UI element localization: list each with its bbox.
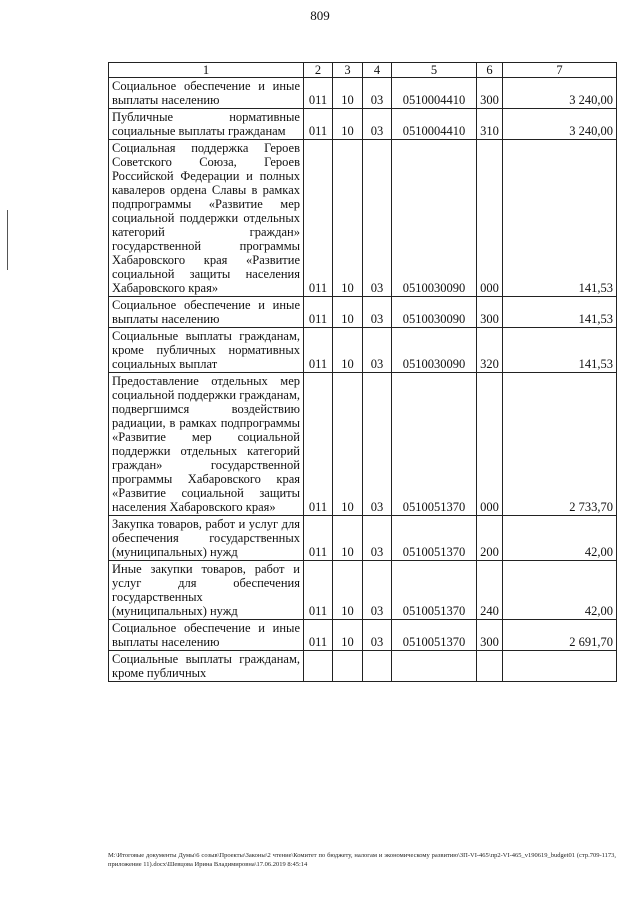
row-amount: 2 733,70 [503,373,617,516]
table-row [109,78,617,109]
row-type: 300 [477,297,503,328]
row-ministry: 011 [304,373,333,516]
row-amount [503,651,617,682]
row-section: 10 [333,516,363,561]
row-target: 0510004410 [392,78,477,109]
table-row [109,651,617,682]
row-target: 0510030090 [392,297,477,328]
row-ministry: 011 [304,297,333,328]
row-name: Предоставление отдельных мер социальной поддержки гражданам, подвергшимся воздействию радиации, в рамках подпрограммы «Развитие мер социальной поддержки отдельных категорий граждан» государственной программы Хабаровского края «Развитие социальной защиты населения Хабаровского края» [109,373,304,516]
row-target [392,651,477,682]
row-type: 300 [477,78,503,109]
col-header-target: 5 [392,63,477,78]
row-subsection: 03 [363,561,392,620]
row-section: 10 [333,561,363,620]
table-row [109,109,617,140]
row-ministry: 011 [304,140,333,297]
row-subsection: 03 [363,140,392,297]
row-section: 10 [333,373,363,516]
document-path-footer: M:\Итоговые документы Думы\6 созыв\Проекты\Законы\2 чтение\Комитет по бюджету, налогам и экономическому развитию\ЗП-VI-465\пр2-VI-465_v190619_budget01 (стр.709-1173, приложение 11).docx\Шевцова Ирина Владимировна\17.06.2019 8:45:14 [108,852,616,868]
row-name: Социальные выплаты гражданам, кроме публичных нормативных социальных выплат [109,328,304,373]
row-subsection: 03 [363,109,392,140]
row-target: 0510051370 [392,620,477,651]
col-header-type: 6 [477,63,503,78]
row-amount: 3 240,00 [503,109,617,140]
row-amount: 141,53 [503,297,617,328]
row-ministry: 011 [304,620,333,651]
page-number: 809 [310,8,330,23]
row-subsection: 03 [363,620,392,651]
row-type: 300 [477,620,503,651]
row-type: 200 [477,516,503,561]
row-target: 0510051370 [392,561,477,620]
row-amount: 141,53 [503,140,617,297]
row-amount: 42,00 [503,516,617,561]
row-target: 0510004410 [392,109,477,140]
row-amount: 141,53 [503,328,617,373]
row-target: 0510030090 [392,140,477,297]
row-target: 0510051370 [392,516,477,561]
row-section: 10 [333,78,363,109]
col-header-amount: 7 [503,63,617,78]
row-name: Социальное обеспечение и иные выплаты населению [109,78,304,109]
row-ministry [304,651,333,682]
row-name: Социальные выплаты гражданам, кроме публичных [109,651,304,682]
row-type: 000 [477,140,503,297]
row-section [333,651,363,682]
row-name: Социальное обеспечение и иные выплаты населению [109,297,304,328]
table-row [109,620,617,651]
row-section: 10 [333,328,363,373]
col-header-subsection: 4 [363,63,392,78]
row-subsection: 03 [363,328,392,373]
row-name: Публичные нормативные социальные выплаты гражданам [109,109,304,140]
row-subsection: 03 [363,373,392,516]
row-target: 0510030090 [392,328,477,373]
row-amount: 2 691,70 [503,620,617,651]
row-name: Социальная поддержка Героев Советского Союза, Героев Российской Федерации и полных кавалеров ордена Славы в рамках подпрограммы «Развитие мер социальной поддержки отдельных категорий граждан» государственной программы Хабаровского края «Развитие социальной защиты населения Хабаровского края» [109,140,304,297]
budget-table [108,62,617,682]
table-row [109,297,617,328]
row-name: Иные закупки товаров, работ и услуг для обеспечения государственных (муниципальных) нужд [109,561,304,620]
row-type: 310 [477,109,503,140]
table-row [109,561,617,620]
row-subsection: 03 [363,516,392,561]
row-type: 320 [477,328,503,373]
table-row [109,140,617,297]
row-type: 000 [477,373,503,516]
col-header-name: 1 [109,63,304,78]
row-name: Социальное обеспечение и иные выплаты населению [109,620,304,651]
col-header-section: 3 [333,63,363,78]
row-target: 0510051370 [392,373,477,516]
row-section: 10 [333,620,363,651]
table-row [109,328,617,373]
row-section: 10 [333,109,363,140]
row-amount: 42,00 [503,561,617,620]
row-section: 10 [333,297,363,328]
row-section: 10 [333,140,363,297]
row-amount: 3 240,00 [503,78,617,109]
row-name: Закупка товаров, работ и услуг для обеспечения государственных (муниципальных) нужд [109,516,304,561]
row-ministry: 011 [304,516,333,561]
row-type [477,651,503,682]
margin-mark [7,210,8,270]
row-ministry: 011 [304,78,333,109]
table-row [109,373,617,516]
col-header-ministry: 2 [304,63,333,78]
row-ministry: 011 [304,328,333,373]
table-row [109,516,617,561]
row-type: 240 [477,561,503,620]
row-subsection: 03 [363,78,392,109]
header-row [109,63,617,78]
row-ministry: 011 [304,109,333,140]
row-subsection [363,651,392,682]
row-subsection: 03 [363,297,392,328]
row-ministry: 011 [304,561,333,620]
